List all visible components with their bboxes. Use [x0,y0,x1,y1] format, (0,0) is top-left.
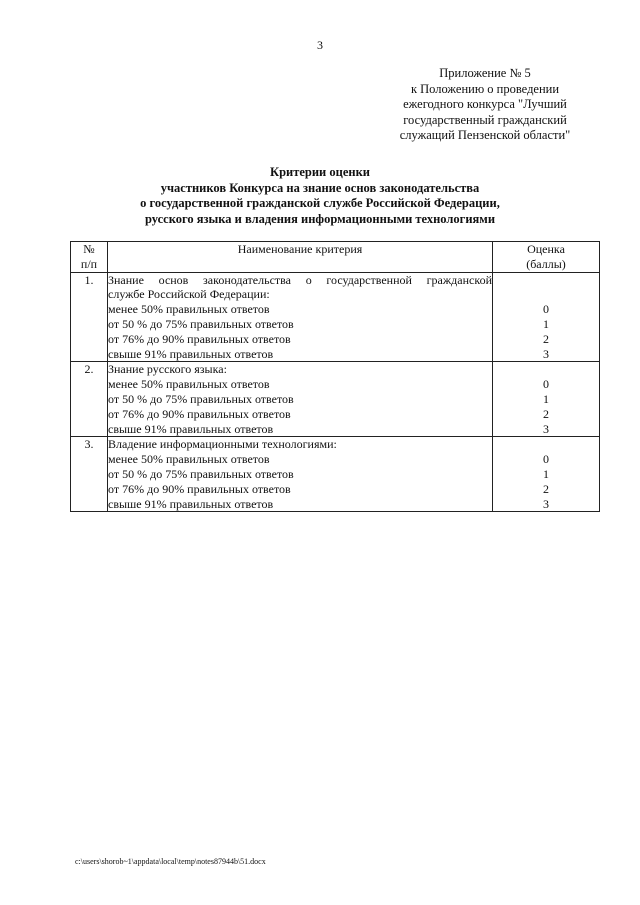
annex-line: ежегодного конкурса "Лучший [403,97,567,111]
score-value: 0 [543,377,549,392]
footer-file-path: c:\users\shorob~1\appdata\local\temp\notes87944b\51.docx [75,857,266,866]
score-value: 1 [543,466,549,481]
page-number: 3 [317,38,323,52]
option-label: от 76% до 90% правильных ответов [108,331,291,346]
table-row [71,362,600,437]
row-number: 3. [71,437,108,512]
option-label: свыше 91% правильных ответов [108,346,274,361]
criterion-title: Знание основ законодательства о государственной гражданской [108,272,492,287]
score-value: 0 [543,302,549,317]
score-value: 1 [543,316,549,331]
criterion-cell [108,272,493,362]
row-number: 1. [71,272,108,362]
annex-header [380,66,590,144]
row-number: 2. [71,362,108,437]
score-value: 1 [543,391,549,406]
header-number-line2: п/п [80,256,98,271]
document-title [60,165,580,227]
annex-line: государственный гражданский [403,112,567,127]
header-criterion-name: Наименование критерия [108,242,493,273]
header-score-line2: (баллы) [526,256,566,271]
header-score-line1: Оценка [527,242,565,256]
option-label: свыше 91% правильных ответов [108,421,274,436]
criterion-cell [108,437,493,512]
score-value: 3 [543,496,549,511]
annex-line: к Положению о проведении [410,81,560,96]
criterion-cell [108,362,493,437]
table-row [71,437,600,512]
option-label: менее 50% правильных ответов [108,452,270,467]
criterion-title: Владение информационными технологиями: [108,437,337,452]
option-label: менее 50% правильных ответов [108,377,270,392]
score-cell [493,272,600,362]
option-label: от 50 % до 75% правильных ответов [108,391,294,406]
score-value: 3 [543,421,549,436]
score-value: 0 [543,452,549,467]
table-header-row [71,242,600,273]
option-label: от 50 % до 75% правильных ответов [108,466,294,481]
option-label: свыше 91% правильных ответов [108,496,274,511]
option-label: менее 50% правильных ответов [108,302,270,317]
criterion-title: Знание русского языка: [108,362,227,377]
score-value: 2 [543,331,549,346]
criterion-title-cont: службе Российской Федерации: [108,287,270,302]
option-label: от 76% до 90% правильных ответов [108,481,291,496]
criteria-table [70,241,600,512]
option-label: от 76% до 90% правильных ответов [108,406,291,421]
title-line: о государственной гражданской службе Российской Федерации, [140,196,500,210]
header-number [71,242,108,273]
title-line: Критерии оценки [270,165,370,179]
table-row [71,272,600,362]
score-cell [493,437,600,512]
score-value: 2 [543,406,549,421]
score-cell [493,362,600,437]
annex-line: служащий Пензенской области" [399,128,571,142]
annex-line: Приложение № 5 [439,66,531,80]
title-line: русского языка и владения информационными технологиями [144,211,496,226]
score-value: 3 [543,346,549,361]
option-label: от 50 % до 75% правильных ответов [108,316,294,331]
header-score [493,242,600,273]
score-value: 2 [543,481,549,496]
title-line: участников Конкурса на знание основ законодательства [160,180,480,195]
header-number-line1: № [83,242,95,256]
